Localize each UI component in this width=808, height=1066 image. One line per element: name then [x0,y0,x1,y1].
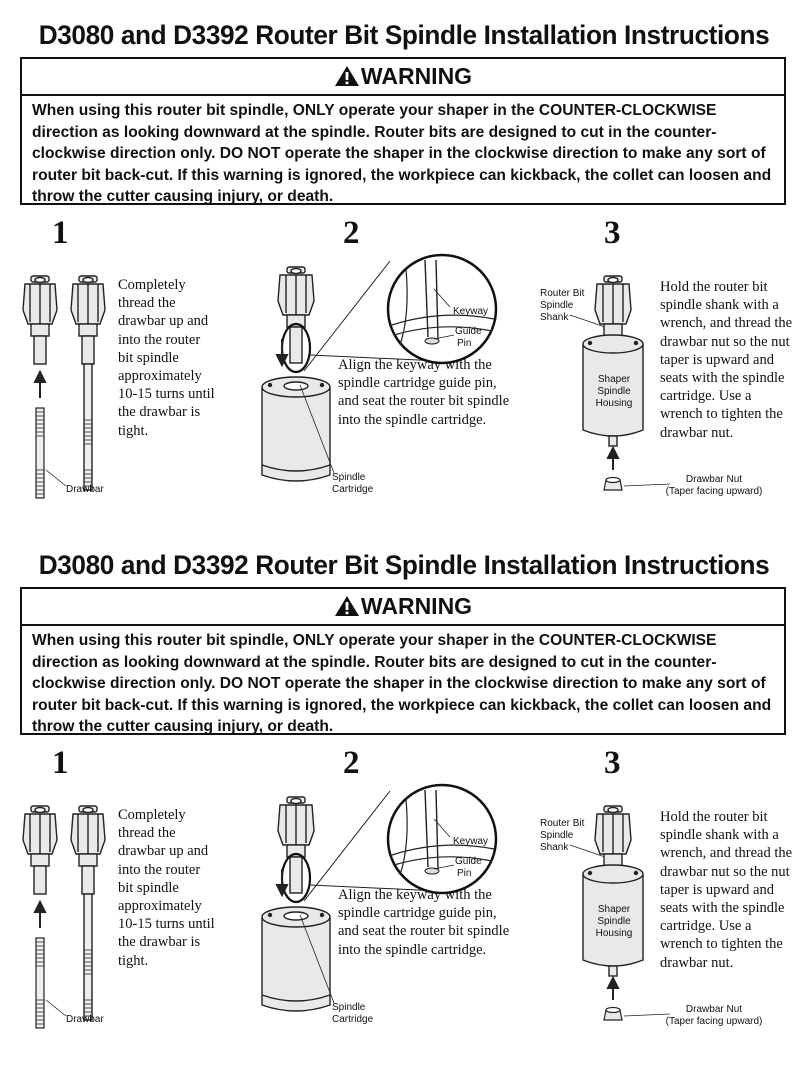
warning-heading-text: WARNING [360,593,473,619]
step-1-illustration [10,800,120,1040]
label-nut-line1: Drawbar Nut [685,1004,743,1015]
label-spindle-cartridge [332,1002,373,1026]
label-nut-line2: (Taper facing upward) [665,486,763,497]
label-housing-line1: Shaper [597,904,631,915]
label-housing-line2: Spindle [597,386,631,397]
up-arrow-icon [608,978,618,1000]
warning-heading-text: WARNING [360,63,473,89]
label-housing-line3: Housing [595,398,633,409]
step-2-text [338,886,510,959]
label-cartridge-line2: Cartridge [332,1014,374,1025]
spindle-left [23,276,57,364]
label-housing-line1: Shaper [597,374,631,385]
label-guide-pin-line2: Pin [457,338,472,349]
page-title: D3080 and D3392 Router Bit Spindle Installation Instructions [38,20,770,50]
up-arrow-icon [35,372,45,398]
warning-text: When using this router bit spindle, ONLY operate your shaper in the COUNTER-CLOCKWISE direction as looking downward at the spindle. Router bits are designed to cut in the counter-clockwise direction only. DO NOT operate the shaper in the clockwise direction to make any sort of router bit back-cut. If this warning is ignored, the workpiece can kickback, the collet can loosen and throw the cutter causing injury, or death. [32,102,772,205]
page-title: D3080 and D3392 Router Bit Spindle Installation Instructions [38,550,770,580]
label-shank-line2: Spindle [540,300,574,311]
label-housing-line2: Spindle [597,916,631,927]
spindle-right [71,276,105,490]
step-2-number: 2 [343,215,360,251]
instruction-sheet-bottom [0,530,808,1063]
router-bit-spindle-installed [595,276,631,336]
label-nut-line2: (Taper facing upward) [665,1016,763,1027]
warning-triangle-icon [334,65,360,87]
warning-heading [22,59,784,96]
spindle-cartridge [262,907,330,1011]
spindle-cartridge [262,377,330,481]
up-arrow-icon [608,448,618,470]
label-shaper-spindle-housing [592,904,636,940]
warning-box [20,587,786,735]
label-shank-line1: Router Bit [540,288,585,299]
drawbar-loose [36,938,44,1028]
warning-text: When using this router bit spindle, ONLY operate your shaper in the COUNTER-CLOCKWISE direction as looking downward at the spindle. Router bits are designed to cut in the counter-clockwise direction only. DO NOT operate the shaper in the clockwise direction to make any sort of router bit back-cut. If this warning is ignored, the workpiece can kickback, the collet can loosen and throw the cutter causing injury, or death. [32,632,772,735]
label-cartridge-line1: Spindle [332,1002,366,1013]
step-2-number: 2 [343,745,360,781]
step-2-text-content: Align the keyway with the spindle cartridge guide pin, and seat the router bit spindle into the spindle cartridge. [338,357,510,428]
step-1-number: 1 [52,215,69,251]
label-shank-line3: Shank [540,312,569,323]
router-bit-spindle [278,797,314,893]
drawbar-nut [604,478,622,491]
label-guide-pin-line1: Guide [455,856,482,867]
step-1-text: Completely thread the drawbar up and into the router bit spindle approximately 10-15 turns until the drawbar is tight. [118,277,215,439]
label-shank-line2: Spindle [540,830,574,841]
label-shank-line1: Router Bit [540,818,585,829]
step-2-text-content: Align the keyway with the spindle cartridge guide pin, and seat the router bit spindle into the spindle cartridge. [338,887,510,958]
router-bit-spindle-installed [595,806,631,866]
step-3-number: 3 [604,215,621,251]
label-drawbar-nut [664,1004,764,1028]
label-keyway: Keyway [453,306,489,317]
step-3-text: Hold the router bit spindle shank with a wrench, and thread the drawbar nut so the nut taper is upward and seats with the spindle cartridge. Use a wrench to tighten the drawbar nut. [660,279,793,441]
step-1-number: 1 [52,745,69,781]
spindle-left [23,806,57,894]
label-guide-pin-line1: Guide [455,326,482,337]
label-housing-line3: Housing [595,928,633,939]
step-1-text: Completely thread the drawbar up and into the router bit spindle approximately 10-15 turns until the drawbar is tight. [118,807,215,969]
drawbar-nut [604,1008,622,1021]
warning-triangle-icon [334,595,360,617]
label-shaper-spindle-housing [592,374,636,410]
warning-heading [22,589,784,626]
drawbar-loose [36,408,44,498]
label-cartridge-line1: Spindle [332,472,366,483]
up-arrow-icon [35,902,45,928]
label-drawbar: Drawbar [66,484,104,495]
label-nut-line1: Drawbar Nut [685,474,743,485]
label-spindle-cartridge [332,472,373,496]
spindle-right [71,806,105,1020]
label-drawbar: Drawbar [66,1014,104,1025]
label-shank-line3: Shank [540,842,569,853]
step-1-illustration [10,270,120,510]
label-cartridge-line2: Cartridge [332,484,374,495]
router-bit-spindle [278,267,314,363]
down-arrow-icon [277,869,287,895]
label-guide-pin [455,326,482,350]
down-arrow-icon [277,339,287,365]
label-keyway: Keyway [453,836,489,847]
label-guide-pin [455,856,482,880]
label-drawbar-nut [664,474,764,498]
label-guide-pin-line2: Pin [457,868,472,879]
step-2-text [338,356,510,429]
warning-box [20,57,786,205]
step-3-number: 3 [604,745,621,781]
step-3-text: Hold the router bit spindle shank with a wrench, and thread the drawbar nut so the nut taper is upward and seats with the spindle cartridge. Use a wrench to tighten the drawbar nut. [660,809,793,971]
